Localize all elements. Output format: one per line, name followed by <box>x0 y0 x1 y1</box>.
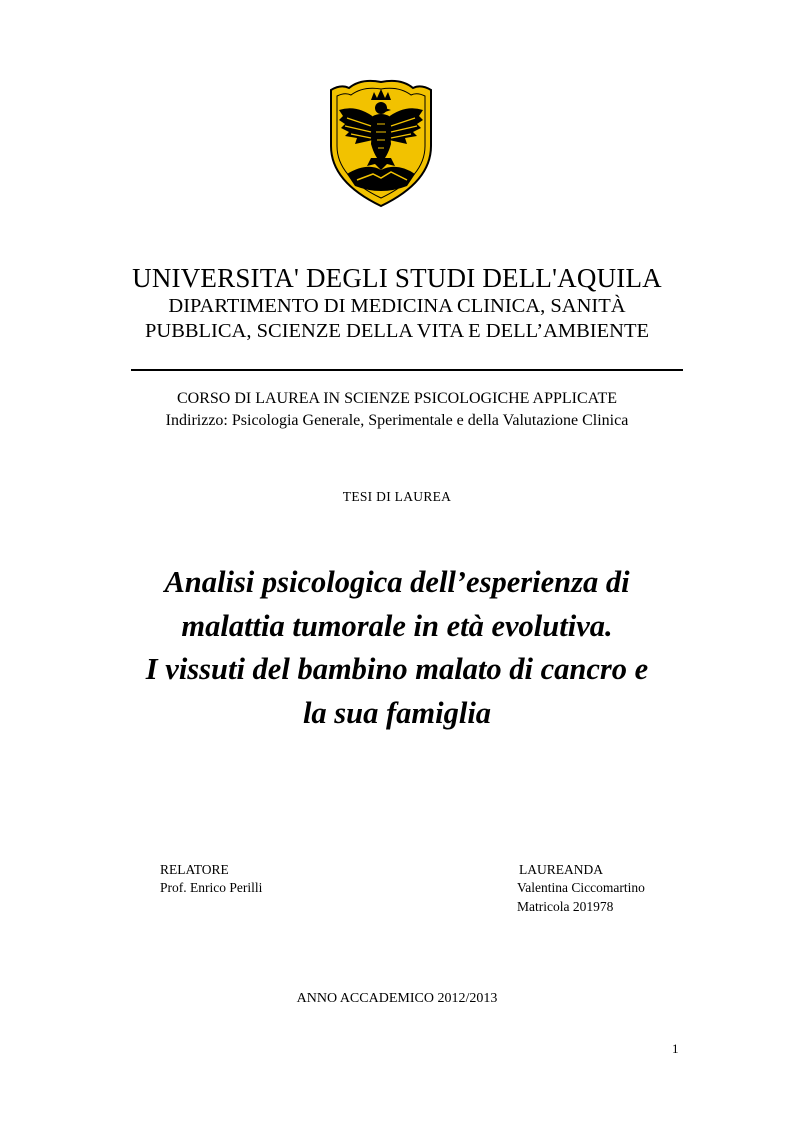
course-name: CORSO DI LAUREA IN SCIENZE PSICOLOGICHE APPLICATE <box>176 390 618 407</box>
thesis-type: TESI DI LAUREA <box>342 489 452 504</box>
laureanda-name: Valentina Ciccomartino <box>517 880 645 895</box>
thesis-title-line: la sua famiglia <box>302 695 492 730</box>
page-number: 1 <box>672 1041 679 1056</box>
relatore-label: RELATORE <box>160 862 229 877</box>
course-indirizzo: Indirizzo: Psicologia Generale, Sperimentale e della Valutazione Clinica <box>165 412 629 429</box>
university-name: UNIVERSITA' DEGLI STUDI DELL'AQUILA <box>132 263 662 293</box>
laureanda-matricola: Matricola 201978 <box>517 899 614 914</box>
thesis-title-line: Analisi psicologica dell’esperienza di <box>164 565 630 599</box>
academic-year: ANNO ACCADEMICO 2012/2013 <box>296 991 498 1006</box>
department-line-1: DIPARTIMENTO DI MEDICINA CLINICA, SANITÀ <box>168 295 626 317</box>
thesis-title <box>0 561 794 735</box>
thesis-title-line: I vissuti del bambino malato di cancro e <box>145 652 649 686</box>
relatore-name: Prof. Enrico Perilli <box>160 880 263 895</box>
university-crest-logo <box>327 78 435 208</box>
horizontal-rule <box>131 369 683 371</box>
laureanda-label: LAUREANDA <box>519 862 603 877</box>
thesis-title-line: malattia tumorale in età evolutiva. <box>181 608 613 643</box>
department-line-2: PUBBLICA, SCIENZE DELLA VITA E DELL’AMBIENTE <box>144 320 649 342</box>
